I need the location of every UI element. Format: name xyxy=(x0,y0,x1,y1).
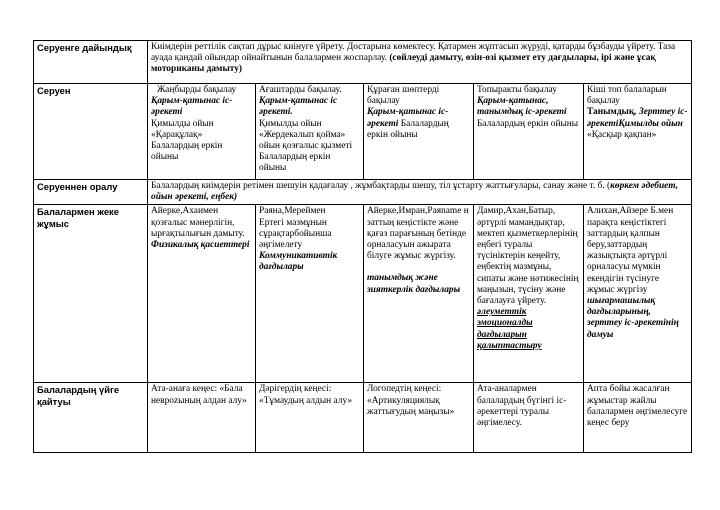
prep-skills: (сөйлеуді дамыту, өзін-өзі қызмет ету дағдылары, ірі және ұсақ моториканы дамыту) xyxy=(151,53,656,75)
walk-game: Балалардың еркін ойыны xyxy=(367,118,449,140)
task-text: парақта кеңістіктегі заттардың қалпын беру,заттардың жазықтықта әртүрлі орналасуы мүмкін екендігін түсінуге жұмыс жүргізу xyxy=(587,217,668,295)
individual-cell xyxy=(364,205,474,383)
plan-table xyxy=(33,40,692,453)
home-cell: Логопедтің кеңесі: «Артикуляциялық жаттығудың маңызы» xyxy=(364,383,474,453)
walk-cell xyxy=(474,84,584,180)
home-cell: Ата-анаға кеңес: «Бала невроzының алдан алу» xyxy=(148,383,256,453)
task-text: әртүрлі мамандықтар, мектеп қызметкерлерінің еңбегі туралы түсініктерін кеңейту, еңбектің мазмұны, сипаты және нәтижесінің маңызын, түсіну және бағалауға үйрету. xyxy=(477,217,579,307)
skill-area: әлеуметтік эмоционалды дағдыларын қалыптастыру xyxy=(477,307,542,351)
task-text: Ертегі мазмұнын сұрақтарбойынша әңгімелету xyxy=(259,217,332,251)
row-label: Балалармен жеке жұмыс xyxy=(34,205,148,383)
row-label: Серуен xyxy=(34,84,148,180)
row-label: Балалардың үйге қайтуы xyxy=(34,383,148,453)
row-return xyxy=(34,180,692,205)
walk-cell xyxy=(256,84,364,180)
row-content xyxy=(148,41,692,84)
child-names: Дамир,Ахан,Батыр, xyxy=(477,206,556,217)
walk-observation: Топыракты бақылау xyxy=(477,85,557,95)
walk-activity: Қарым-қатынас іс-әрекеті xyxy=(367,107,449,129)
skill-area: шығармашылық дағдыларының, зерттеу іс-әрекетінің дамуы xyxy=(587,296,679,340)
prep-text: Киімдерін реттілік сақтап дұрыс киінуге үйрету. Достарына көмектесу. Қатармен жұптасып жүруді, қатарды бұзбауды үйрету. Таза ауада қандай ойындар ойнайтынын балалармен жоспарлау. xyxy=(151,42,676,64)
walk-observation: Ағаштарды бақылау. xyxy=(259,85,342,95)
skill-area: танымдық және зияткерлік дағдылары xyxy=(367,273,461,295)
walk-observation: Құраған шөптерді бақылау xyxy=(367,85,440,107)
row-walk xyxy=(34,84,692,180)
walk-activity: Қарым-қатынас іс-әрекеті xyxy=(151,96,233,118)
child-names: Айерке,Ахаимен xyxy=(151,206,219,217)
walk-game: Қимылды ойын «Жердекалып қойма» ойын қозғалыс қызметі Балалардың еркін ойыны xyxy=(259,118,353,174)
walk-observation: Жаңбырды бақылау xyxy=(157,85,237,95)
task-text: заттың кеңістікте және қағаз парағының бетінде орналасуын ажырата білуге жұмыс жүргізу. xyxy=(367,217,467,262)
walk-observation: Кіші топ балаларын бақылау xyxy=(587,85,667,107)
task-text: қозғалыс мәнерлігін, ырғақтылығын дамыту. xyxy=(151,217,245,239)
child-names: Айерке,Имран,Раяname н xyxy=(367,206,469,217)
individual-cell xyxy=(256,205,364,383)
row-content xyxy=(148,180,692,205)
walk-activity: Қарым-қатынас, танымдық іс-әрекеті xyxy=(477,96,567,118)
home-cell: Апта бойы жасалған жұмыстар жайлы балалармен әңгімелесуге кеңес беру xyxy=(584,383,692,453)
home-cell: Дәрігердің кеңесі: «Тұмаудың алдын алу» xyxy=(256,383,364,453)
child-names: Раяна,Мереймен xyxy=(259,206,326,217)
row-individual xyxy=(34,205,692,383)
return-skills: көркем әдебиет, ойын әрекеті, еңбек) xyxy=(151,181,679,203)
walk-activity-extra: , Зерттеу іс-әрекетіҚимылды ойын xyxy=(587,107,688,129)
walk-game: «Қасқыр қақпан» xyxy=(587,129,657,140)
walk-activity: Қарым-қатынас іс әрекеті. xyxy=(259,96,338,118)
individual-cell xyxy=(584,205,692,383)
home-cell: Ата-аналармен балалардың бүгінгі іс-әрекеттері туралы әңгімелесу. xyxy=(474,383,584,453)
walk-cell xyxy=(148,84,256,180)
walk-game: Қимылды ойын «Қарақұлақ» Балалардың еркін ойыны xyxy=(151,118,223,163)
walk-activity: Танымдық xyxy=(587,107,635,118)
row-label: Серуенге дайындық xyxy=(34,41,148,84)
child-names: Алихан,Айзере Б.мен xyxy=(587,206,674,217)
individual-cell xyxy=(148,205,256,383)
row-home xyxy=(34,383,692,453)
walk-game: Балалардың еркін ойыны xyxy=(477,118,579,129)
skill-area: Коммуникативтік дағдылары xyxy=(259,251,338,273)
walk-cell xyxy=(584,84,692,180)
individual-cell xyxy=(474,205,584,383)
return-text: Балалардың киімдерін ретімен шешуін қадағалау , жұмбақтарды шешу, тіл ұстарту жаттығулары, санау және т. б. ( xyxy=(151,181,611,191)
row-label: Серуеннен оралу xyxy=(34,180,148,205)
walk-cell xyxy=(364,84,474,180)
row-prep xyxy=(34,41,692,84)
skill-area: Физикалық қасиеттері xyxy=(151,240,250,251)
